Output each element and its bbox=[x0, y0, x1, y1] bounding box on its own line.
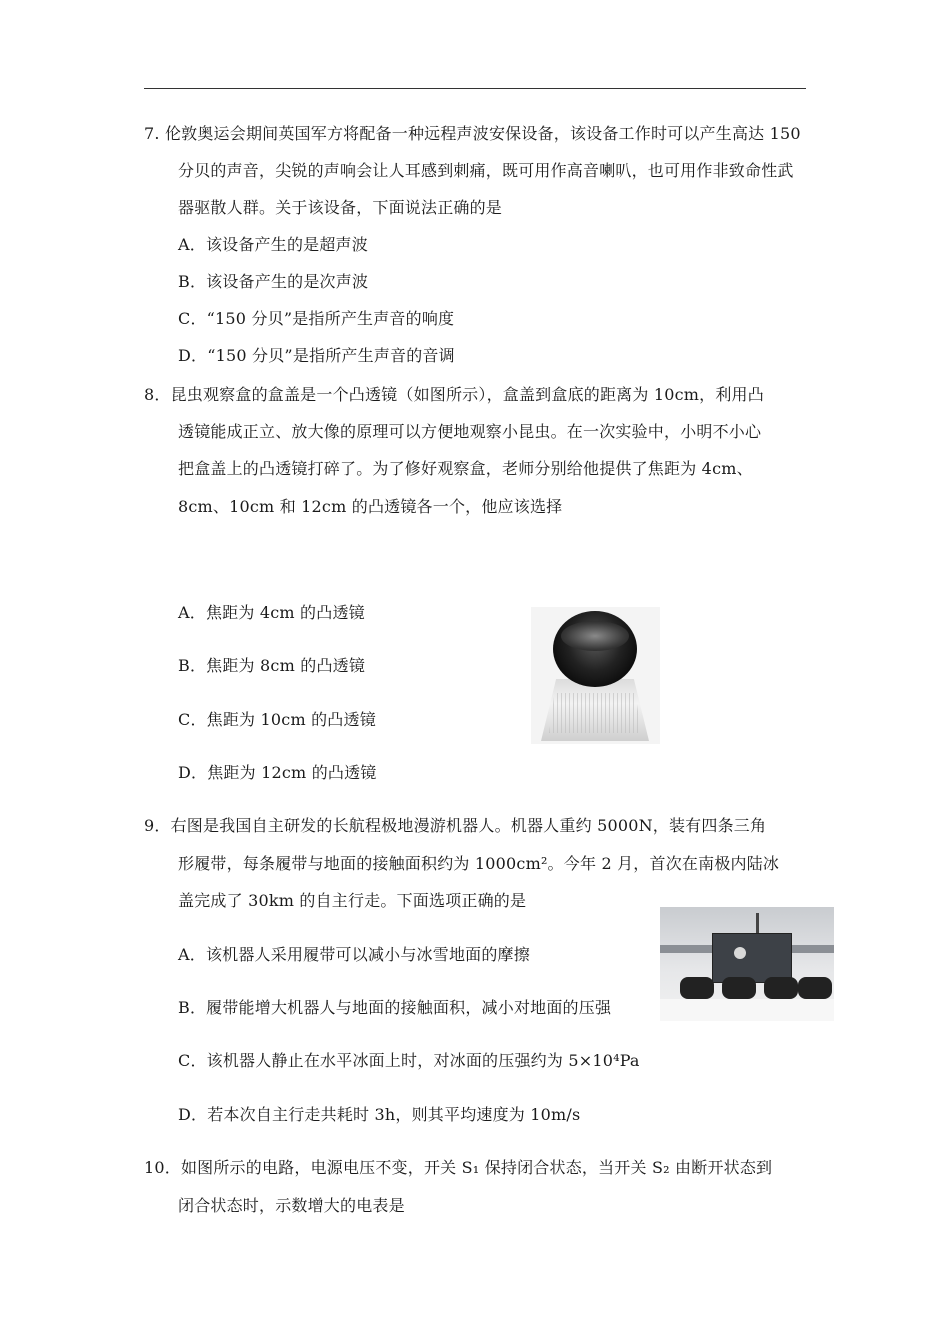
track-left-rear bbox=[680, 977, 714, 999]
q7-option-b: B．该设备产生的是次声波 bbox=[178, 272, 369, 291]
q10-stem-line-1: 10．如图所示的电路，电源电压不变，开关 S₁ 保持闭合状态，当开关 S₂ 由断开状态到 bbox=[144, 1158, 773, 1177]
q9-stem-line-3: 盖完成了 30km 的自主行走。下面选项正确的是 bbox=[178, 891, 527, 910]
insect-observation-box-image bbox=[531, 607, 660, 744]
robot-antenna bbox=[756, 913, 759, 935]
q8-stem-line-3: 把盒盖上的凸透镜打碎了。为了修好观察盒，老师分别给他提供了焦距为 4cm、 bbox=[178, 459, 753, 478]
q8-stem-line-2: 透镜能成正立、放大像的原理可以方便地观察小昆虫。在一次实验中，小明不小心 bbox=[178, 422, 762, 441]
q7-option-d: D．“150 分贝”是指所产生声音的音调 bbox=[178, 346, 455, 365]
track-right-front bbox=[764, 977, 798, 999]
q8-option-d: D．焦距为 12cm 的凸透镜 bbox=[178, 763, 377, 782]
q9-stem-line-1: 9．右图是我国自主研发的长航程极地漫游机器人。机器人重约 5000N，装有四条三角 bbox=[144, 816, 767, 835]
q9-option-b: B．履带能增大机器人与地面的接触面积，减小对地面的压强 bbox=[178, 998, 612, 1017]
q9-stem-line-2: 形履带，每条履带与地面的接触面积约为 1000cm²。今年 2 月，首次在南极内陆冰 bbox=[178, 854, 780, 873]
q9-option-c: C．该机器人静止在水平冰面上时，对冰面的压强约为 5×10⁴Pa bbox=[178, 1051, 640, 1070]
robot-body bbox=[712, 933, 792, 983]
header-rule bbox=[144, 88, 806, 89]
track-right-rear bbox=[798, 977, 832, 999]
q7-stem-line-1: 7. 伦敦奥运会期间英国军方将配备一种远程声波安保设备，该设备工作时可以产生高达 150 bbox=[144, 124, 801, 143]
q9-option-a: A．该机器人采用履带可以减小与冰雪地面的摩擦 bbox=[178, 945, 530, 964]
q8-option-a: A．焦距为 4cm 的凸透镜 bbox=[178, 603, 365, 622]
q8-stem-line-4: 8cm、10cm 和 12cm 的凸透镜各一个，他应该选择 bbox=[178, 497, 563, 516]
q7-stem-line-2: 分贝的声音，尖锐的声响会让人耳感到刺痛，既可用作高音喇叭，也可用作非致命性武 bbox=[178, 161, 794, 180]
q7-option-a: A．该设备产生的是超声波 bbox=[178, 235, 368, 254]
polar-robot-image bbox=[660, 907, 834, 1021]
q10-stem-line-2: 闭合状态时，示数增大的电表是 bbox=[178, 1196, 405, 1215]
q8-stem-line-1: 8．昆虫观察盒的盒盖是一个凸透镜（如图所示），盒盖到盒底的距离为 10cm，利用凸 bbox=[144, 385, 764, 404]
q8-option-b: B．焦距为 8cm 的凸透镜 bbox=[178, 656, 366, 675]
q9-option-d: D．若本次自主行走共耗时 3h，则其平均速度为 10m/s bbox=[178, 1105, 581, 1124]
q7-option-c: C．“150 分贝”是指所产生声音的响度 bbox=[178, 309, 455, 328]
q8-option-c: C．焦距为 10cm 的凸透镜 bbox=[178, 710, 376, 729]
jar-texture bbox=[549, 693, 641, 733]
track-left-front bbox=[722, 977, 756, 999]
snow-ground bbox=[660, 999, 834, 1021]
convex-lens-icon bbox=[561, 621, 629, 651]
q7-stem-line-3: 器驱散人群。关于该设备，下面说法正确的是 bbox=[178, 198, 503, 217]
robot-logo-icon bbox=[734, 947, 746, 959]
